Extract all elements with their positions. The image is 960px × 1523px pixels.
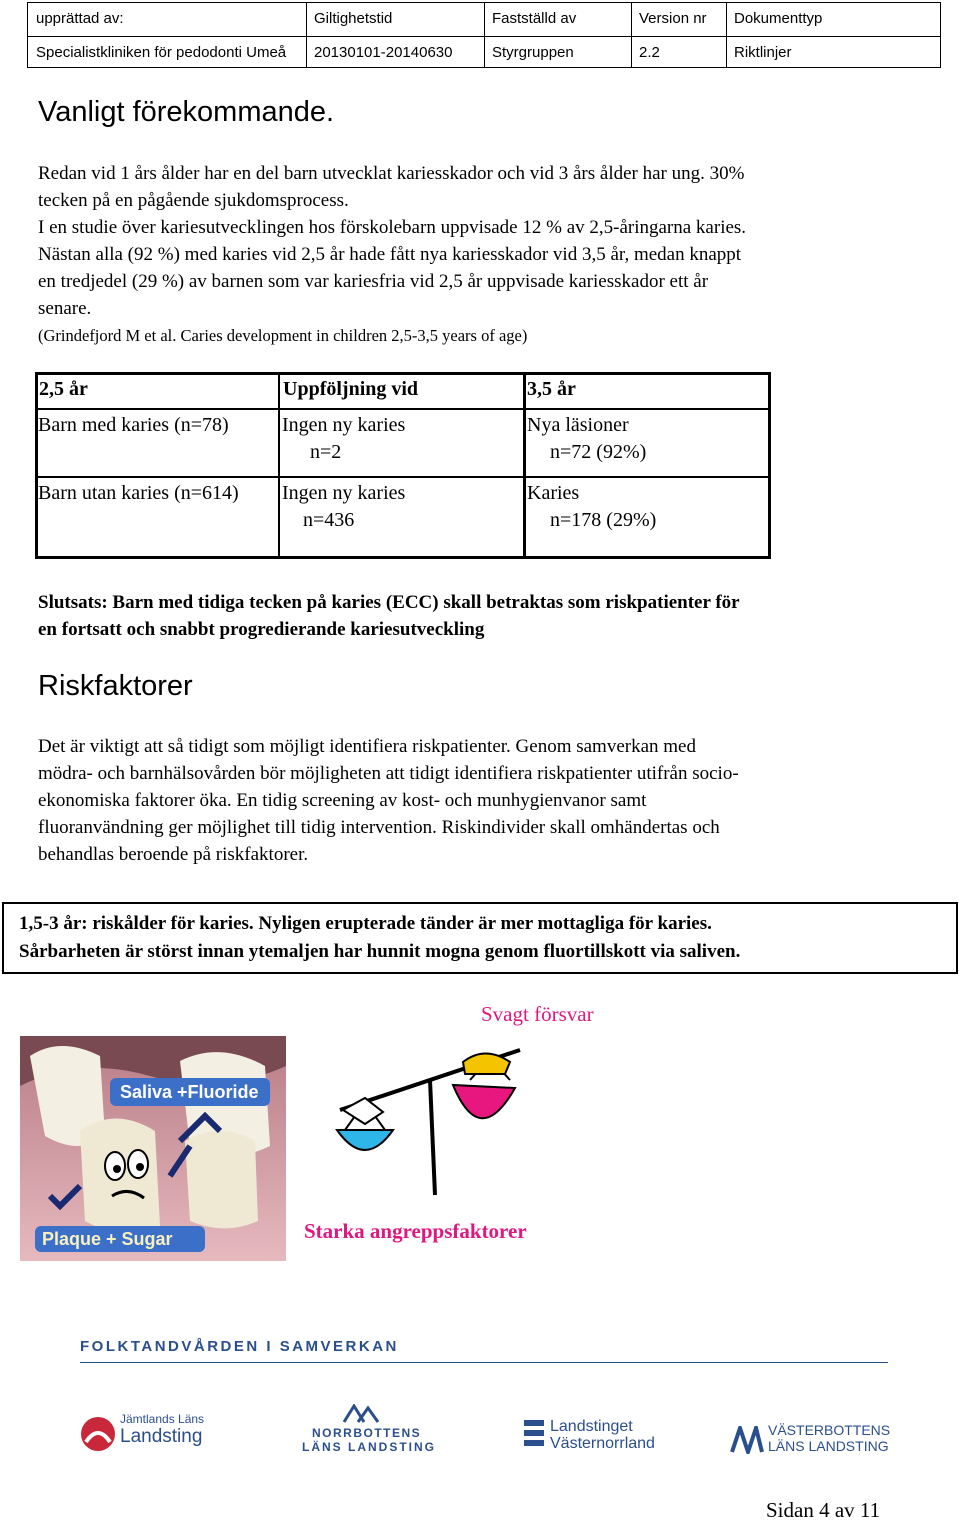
section-heading-common: Vanligt förekommande. xyxy=(38,96,335,128)
note-line: 1,5-3 år: riskålder för karies. Nyligen erupterade tänder är mer mottagliga för karies. xyxy=(19,913,712,934)
paragraph-line: behandlas beroende på riskfaktorer. xyxy=(38,844,309,865)
table-cell-result: Karies xyxy=(527,482,580,504)
strong-attack-label: Starka angreppsfaktorer xyxy=(304,1219,527,1243)
balance-scale-icon xyxy=(325,1040,535,1200)
paragraph-line: I en studie över kariesutvecklingen hos förskolebarn uppvisade 12 % av 2,5-åringarna karies. xyxy=(38,217,747,238)
logo-text: Landsting xyxy=(120,1426,203,1447)
logo-jamtland xyxy=(78,1412,208,1457)
teeth-illustration xyxy=(20,1036,286,1261)
logo-norrbotten xyxy=(300,1404,440,1456)
section-heading-risk-factors: Riskfaktorer xyxy=(38,670,193,702)
table-cell-result: Nya läsioner xyxy=(527,414,629,436)
table-cell-followup-n: n=2 xyxy=(310,441,342,463)
header-value-author: Specialistkliniken för pedodonti Umeå xyxy=(36,44,287,61)
saliva-fluoride-label: Saliva +Fluoride xyxy=(120,1082,259,1102)
plaque-sugar-label: Plaque + Sugar xyxy=(42,1229,173,1249)
document-header-table xyxy=(27,2,941,68)
table-cell-followup: Ingen ny karies xyxy=(282,482,406,504)
risk-age-note-box xyxy=(2,902,958,974)
logo-text: Jämtlands Läns xyxy=(120,1412,205,1426)
table-border xyxy=(35,556,771,559)
teeth-cartoon-image xyxy=(20,1036,286,1261)
header-value-validity: 20130101-20140630 xyxy=(314,44,453,61)
header-label-version: Version nr xyxy=(639,10,707,27)
header-label-approved-by: Fastställd av xyxy=(492,10,577,27)
table-header-followup: Uppföljning vid xyxy=(283,378,419,400)
header-value-version: 2.2 xyxy=(639,44,660,61)
table-cell-followup-n: n=436 xyxy=(303,509,355,531)
jamtland-emblem-icon xyxy=(78,1414,118,1454)
table-border xyxy=(768,372,771,559)
table-border xyxy=(523,372,526,559)
footer-divider xyxy=(80,1362,888,1363)
table-border xyxy=(278,372,280,559)
caries-followup-table xyxy=(35,372,771,559)
table-cell-group: Barn med karies (n=78) xyxy=(38,414,229,436)
table-border xyxy=(35,372,38,559)
logo-text: LÄNS LANDSTING xyxy=(302,1440,436,1454)
paragraph-line: senare. xyxy=(38,298,92,319)
header-label-validity: Giltighetstid xyxy=(314,10,393,27)
vasterbotten-emblem-icon xyxy=(730,1426,764,1454)
header-label-doctype: Dokumenttyp xyxy=(734,10,823,27)
table-header-age-end: 3,5 år xyxy=(527,378,576,400)
footer-banner: FOLKTANDVÅRDEN I SAMVERKAN xyxy=(80,1338,399,1355)
table-border xyxy=(35,476,771,478)
table-cell-group: Barn utan karies (n=614) xyxy=(38,482,239,504)
paragraph-line: fluoranvändning ger möjlighet till tidig intervention. Riskindivider skall omhändertas och xyxy=(38,817,720,838)
conclusion-line: Slutsats: Barn med tidiga tecken på karies (ECC) skall betraktas som riskpatienter för xyxy=(38,592,740,613)
paragraph-line: en tredjedel (29 %) av barnen som var kariesfria vid 2,5 år uppvisade kariesskador ett år xyxy=(38,271,709,292)
table-cell-followup: Ingen ny karies xyxy=(282,414,406,436)
table-cell-result-n: n=178 (29%) xyxy=(550,509,657,531)
norrbotten-emblem-icon xyxy=(342,1404,382,1424)
table-cell-result-n: n=72 (92%) xyxy=(550,441,647,463)
paragraph-line: tecken på en pågående sjukdomsprocess. xyxy=(38,190,349,211)
logo-text: Landstinget xyxy=(550,1418,633,1435)
conclusion-line: en fortsatt och snabbt progredierande kariesutveckling xyxy=(38,619,485,640)
page-number: Sidan 4 av 11 xyxy=(766,1498,881,1522)
vasternorrland-emblem-icon xyxy=(522,1418,546,1452)
logo-text: NORRBOTTENS xyxy=(312,1426,422,1440)
table-border xyxy=(35,408,771,410)
note-line: Sårbarheten är störst innan ytemaljen har hunnit mogna genom fluortillskott via saliven. xyxy=(19,941,741,962)
paragraph-line: mödra- och barnhälsovården bör möjligheten att tidigt identifiera riskpatienter utifrån socio- xyxy=(38,763,739,784)
paragraph-line: Det är viktigt att så tidigt som möjligt identifiera riskpatienter. Genom samverkan med xyxy=(38,736,696,757)
logo-vasterbotten xyxy=(730,1422,900,1458)
logo-vasternorrland xyxy=(522,1418,662,1458)
paragraph-line: Redan vid 1 års ålder har en del barn utvecklat kariesskador och vid 3 års ålder har ung. 30% xyxy=(38,163,745,184)
header-value-approved-by: Styrgruppen xyxy=(492,44,574,61)
logo-text: VÄSTERBOTTENS xyxy=(768,1422,891,1438)
table-header-age-start: 2,5 år xyxy=(39,378,88,400)
logo-text: Västernorrland xyxy=(550,1435,655,1452)
paragraph-line: Nästan alla (92 %) med karies vid 2,5 år hade fått nya kariesskador vid 3,5 år, medan knappt xyxy=(38,244,742,265)
header-value-doctype: Riktlinjer xyxy=(734,44,792,61)
header-label-author: upprättad av: xyxy=(36,10,124,27)
paragraph-line: ekonomiska faktorer öka. En tidig screening av kost- och munhygienvanor samt xyxy=(38,790,647,811)
table-border xyxy=(35,372,771,375)
weak-defense-label: Svagt försvar xyxy=(481,1002,594,1026)
logo-text: LÄNS LANDSTING xyxy=(768,1438,889,1454)
reference-citation: (Grindefjord M et al. Caries development in children 2,5-3,5 years of age) xyxy=(38,326,528,345)
